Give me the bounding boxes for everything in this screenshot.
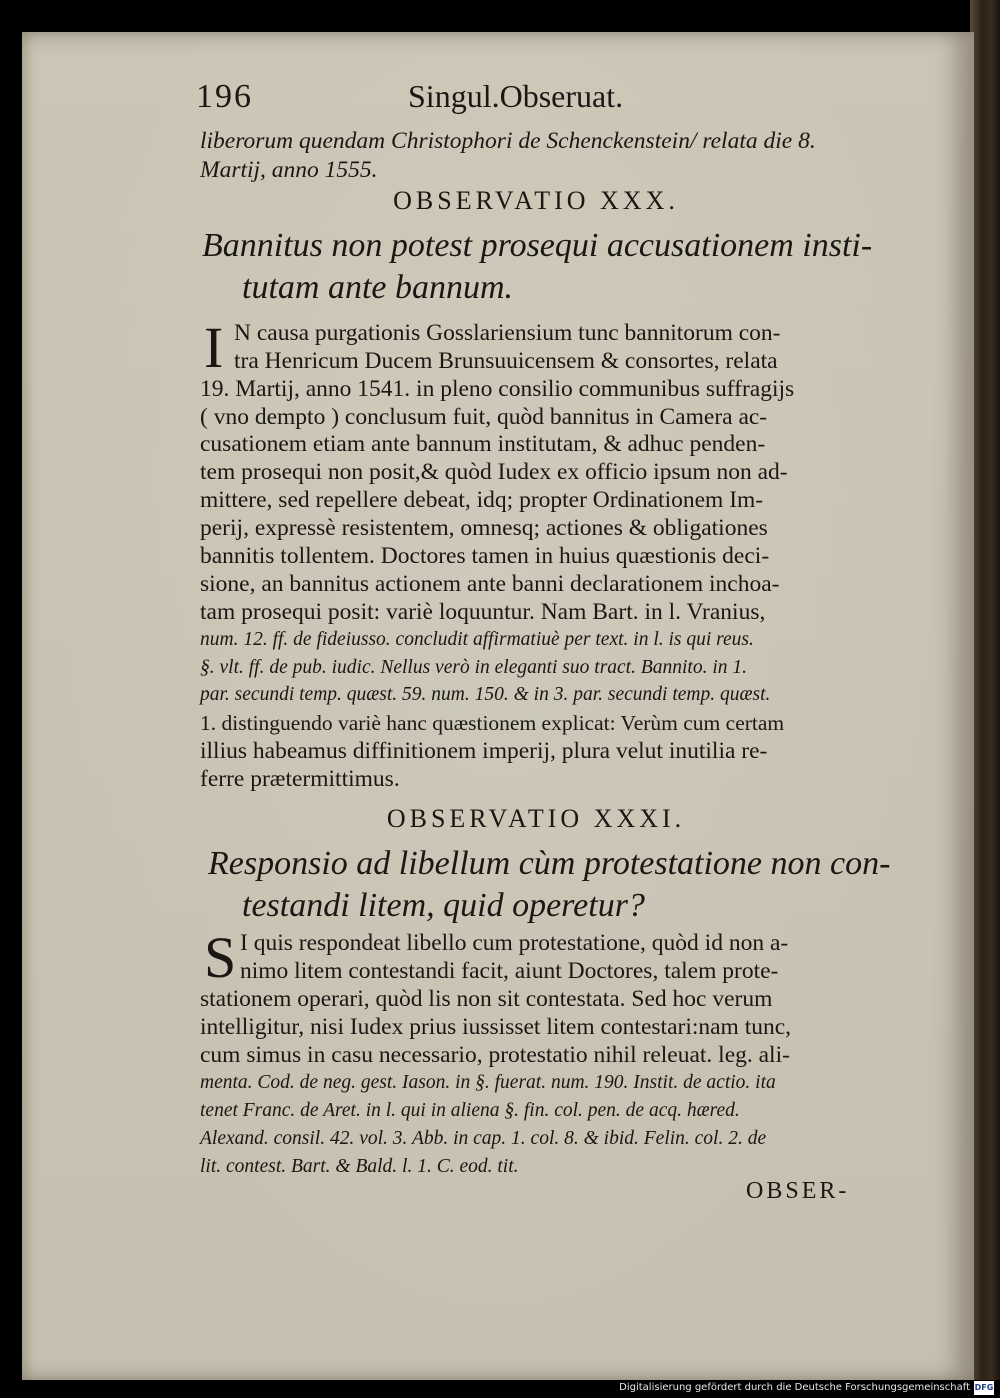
observation-title-line: Bannitus non potest prosequi accusationem insti- — [202, 227, 873, 264]
body-line: perij, expressè resistentem, omnesq; actiones & obligationes — [200, 515, 768, 541]
body-line: cum simus in casu necessario, protestatio nihil releuat. leg. ali- — [200, 1042, 790, 1068]
drop-cap: S — [204, 925, 237, 990]
body-line: ( vno dempto ) conclusum fuit, quòd bannitus in Camera ac- — [200, 404, 768, 430]
running-head: Singul.Obseruat. — [408, 78, 624, 114]
body-line: cusationem etiam ante bannum institutam, & adhuc penden- — [200, 431, 766, 457]
funding-notice: Digitalisierung gefördert durch die Deutsche Forschungsgemeinschaft — [619, 1382, 970, 1393]
observation-heading: OBSERVATIO XXX. — [393, 186, 679, 215]
page-header — [196, 78, 876, 118]
body-line: sione, an bannitus actionem ante banni declarationem inchoa- — [200, 571, 780, 597]
observation-title-line: tutam ante bannum. — [242, 269, 514, 306]
body-line: ferre prætermittimus. — [200, 766, 400, 792]
page-number: 196 — [196, 78, 253, 115]
body-line: tem prosequi non posit,& quòd Iudex ex officio ipsum non ad- — [200, 459, 788, 485]
body-line: tam prosequi posit: variè loquuntur. Nam Bart. in l. Vranius, — [200, 599, 766, 625]
citation-line: par. secundi temp. quæst. 59. num. 150. & in 3. par. secundi temp. quæst. — [200, 684, 771, 705]
citation-line: Alexand. consil. 42. vol. 3. Abb. in cap. 1. col. 8. & ibid. Felin. col. 2. de — [200, 1128, 767, 1149]
body-line: tra Henricum Ducem Brunsuuicensem & consortes, relata — [234, 348, 778, 374]
body-line: nimo litem contestandi facit, aiunt Doctores, talem prote- — [240, 958, 779, 984]
footer-bar — [0, 1380, 1000, 1398]
body-line: illius habeamus diffinitionem imperij, plura velut inutilia re- — [200, 738, 768, 764]
body-line: intelligitur, nisi Iudex prius iussisset litem contestari:nam tunc, — [200, 1014, 792, 1040]
dfg-logo-icon: DFG — [974, 1381, 994, 1395]
body-line: N causa purgationis Gosslariensium tunc bannitorum con- — [234, 320, 781, 346]
drop-cap: I — [204, 315, 224, 380]
body-line: 19. Martij, anno 1541. in pleno consilio communibus suffragijs — [200, 376, 795, 402]
body-line: mittere, sed repellere debeat, idq; propter Ordinationem Im- — [200, 487, 764, 513]
book-spine — [970, 0, 1000, 1385]
body-line: 1. distinguendo variè hanc quæstionem explicat: Verùm cum certam — [200, 711, 785, 735]
observation-title-line: Responsio ad libellum cùm protestatione non con- — [208, 845, 891, 882]
observation-heading: OBSERVATIO XXXI. — [386, 804, 686, 833]
body-line: I quis respondeat libello cum protestatione, quòd id non a- — [240, 930, 789, 956]
body-line: bannitis tollentem. Doctores tamen in huius quæstionis deci- — [200, 543, 770, 569]
catchword: OBSER- — [746, 1178, 850, 1204]
intro-line: Martij, anno 1555. — [200, 157, 378, 183]
citation-line: lit. contest. Bart. & Bald. l. 1. C. eod. tit. — [200, 1156, 519, 1177]
citation-line: num. 12. ff. de fideiusso. concludit affirmatiuè per text. in l. is qui reus. — [200, 629, 754, 650]
citation-line: tenet Franc. de Aret. in l. qui in aliena §. fin. col. pen. de acq. hæred. — [200, 1100, 740, 1121]
citation-line: §. vlt. ff. de pub. iudic. Nellus verò in eleganti suo tract. Bannito. in 1. — [200, 657, 748, 678]
intro-line: liberorum quendam Christophori de Schenckenstein/ relata die 8. — [200, 128, 816, 154]
body-line: stationem operari, quòd lis non sit contestata. Sed hoc verum — [200, 986, 773, 1012]
citation-line: menta. Cod. de neg. gest. Iason. in §. fuerat. num. 190. Instit. de actio. ita — [200, 1072, 776, 1093]
observation-title-line: testandi litem, quid operetur? — [242, 887, 645, 924]
